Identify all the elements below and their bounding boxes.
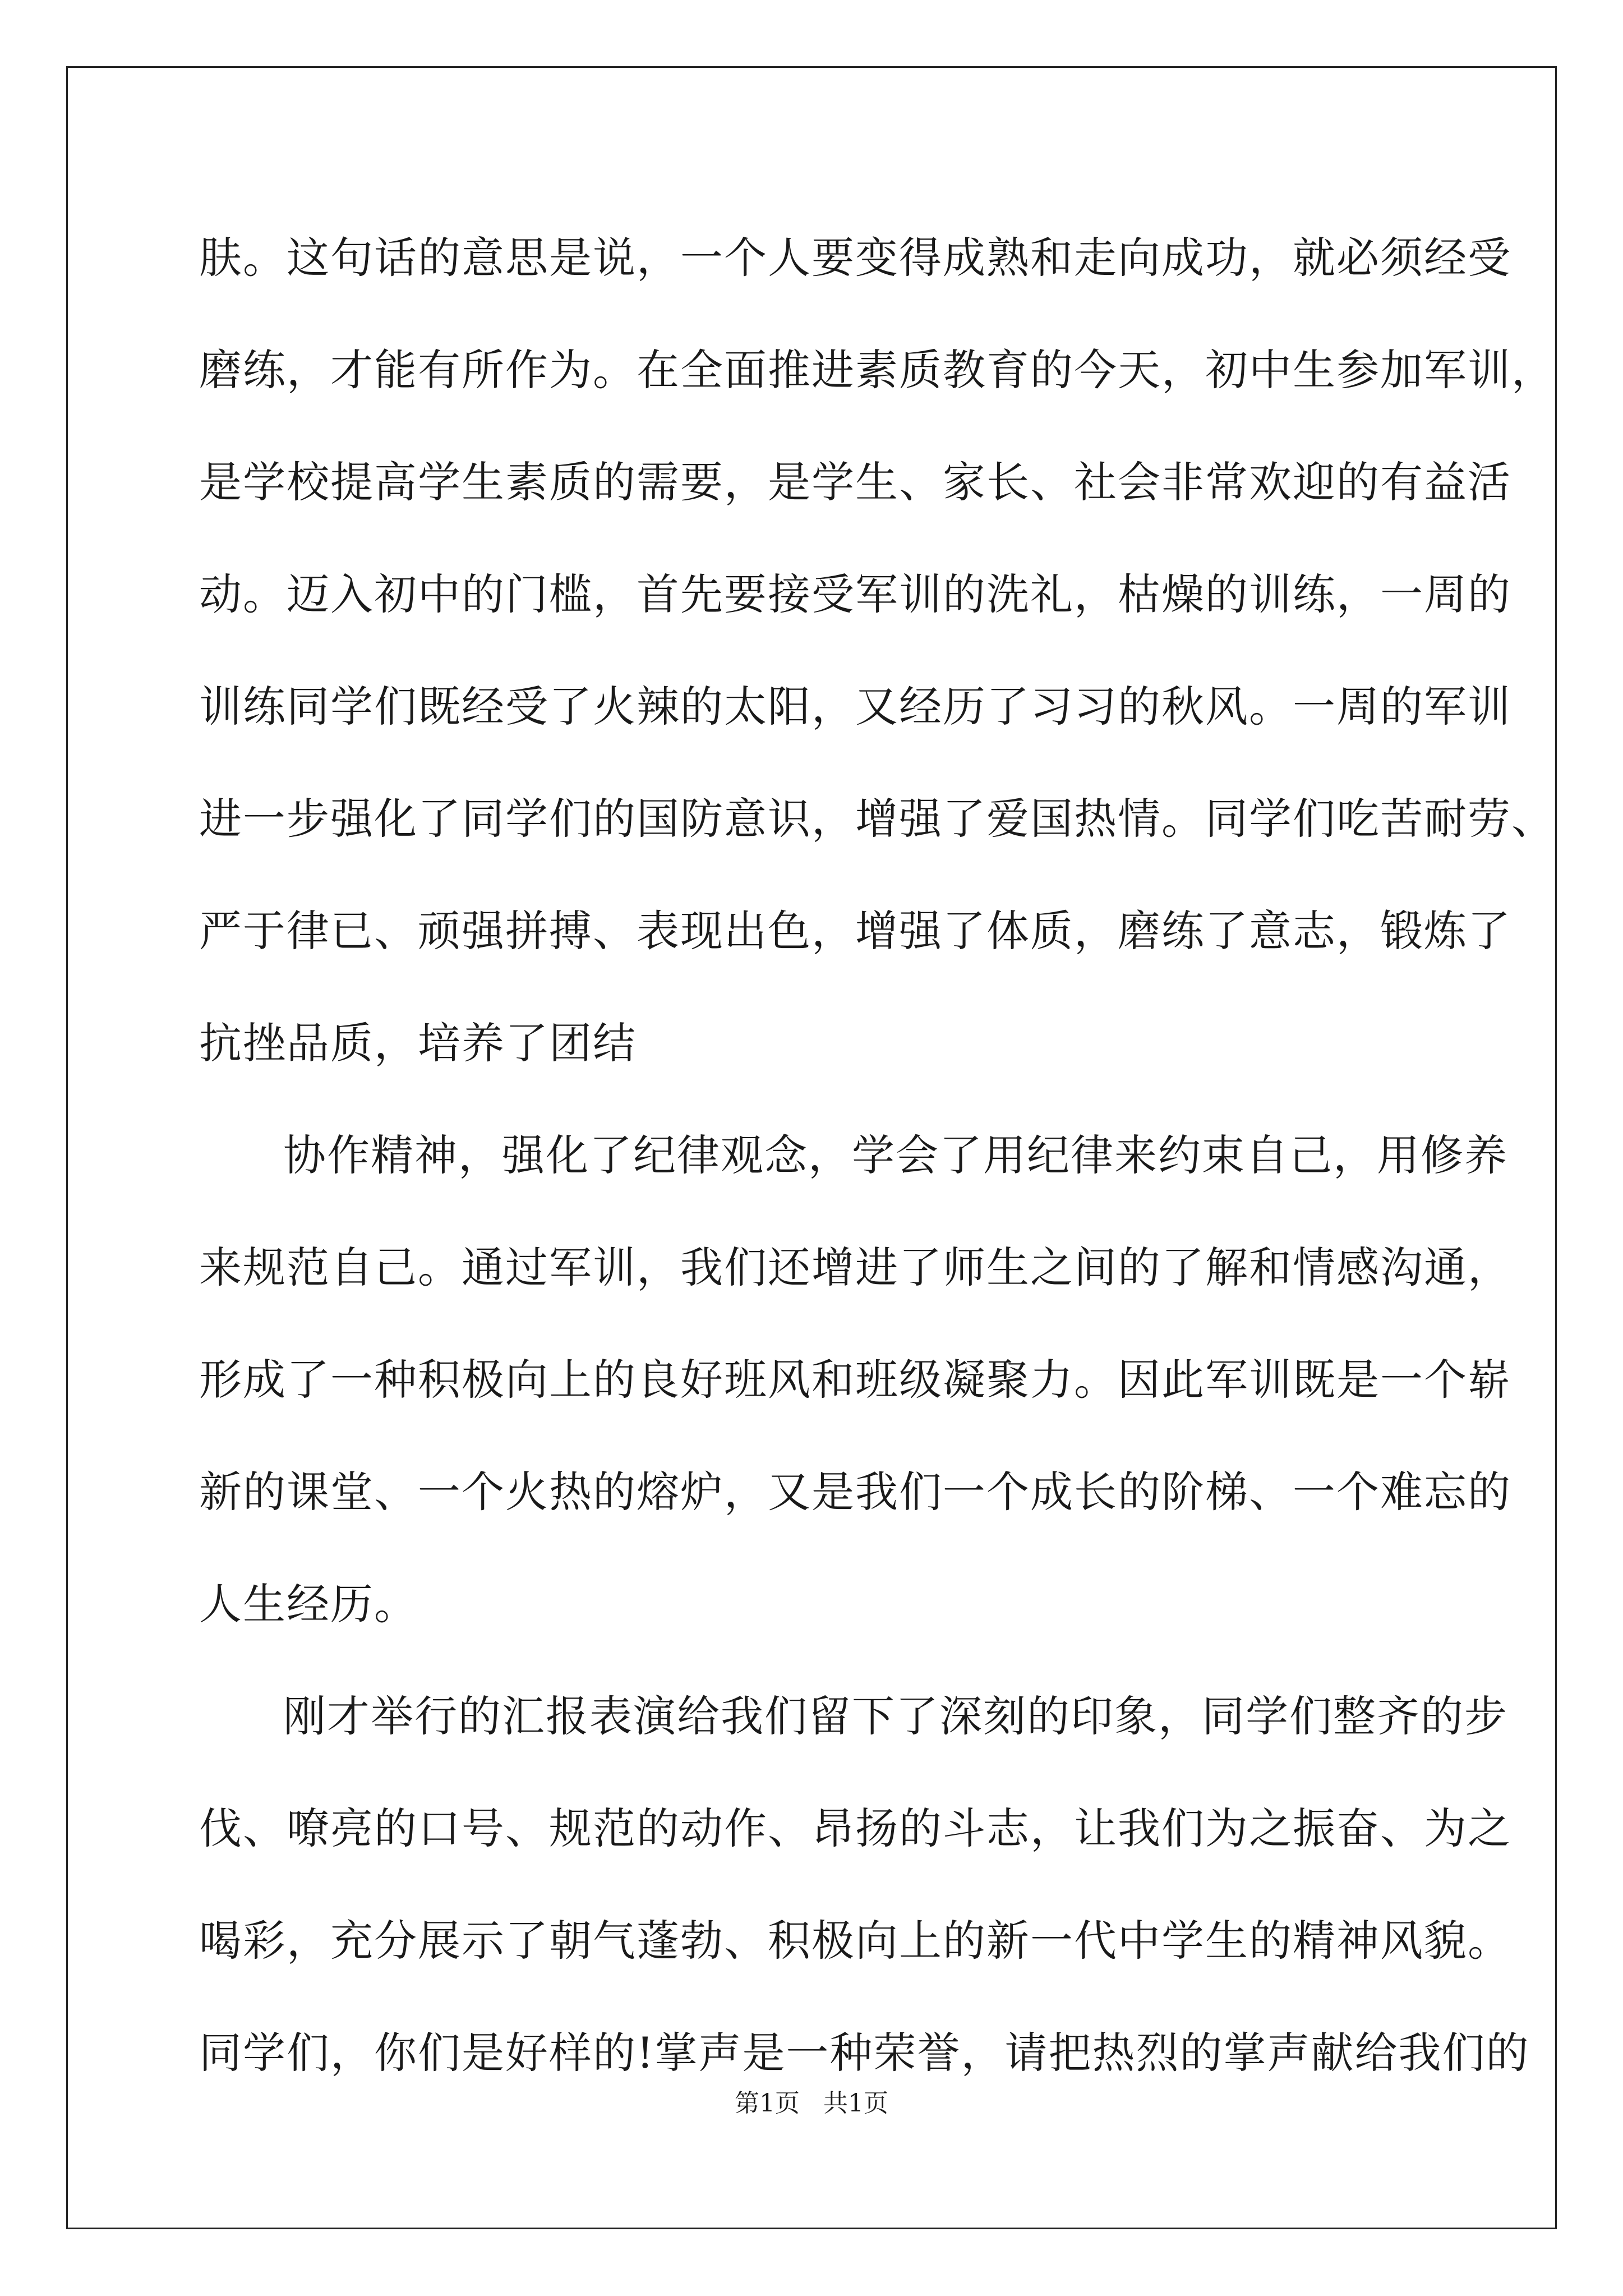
text-line: 严于律已、顽强拼搏、表现出色，增强了体质，磨练了意志，锻炼了 (199, 906, 1511, 956)
text-line: 来规范自己。通过军训，我们还增进了师生之间的了解和情感沟通， (199, 1243, 1511, 1292)
text-line: 人生经历。 (199, 1579, 418, 1629)
text-line: 抗挫品质，培养了团结 (199, 1018, 637, 1068)
text-line: 新的课堂、一个火热的熔炉，又是我们一个成长的阶梯、一个难忘的 (199, 1467, 1511, 1517)
text-line: 协作精神，强化了纪律观念，学会了用纪律来约束自己，用修养 (283, 1130, 1508, 1180)
text-line: 肤。这句话的意思是说，一个人要变得成熟和走向成功，就必须经受 (199, 233, 1511, 283)
text-line: 喝彩，充分展示了朝气蓬勃、积极向上的新一代中学生的精神风貌。 (199, 1916, 1511, 1966)
text-line: 进一步强化了同学们的国防意识，增强了爱国热情。同学们吃苦耐劳、 (199, 794, 1555, 844)
page-number-footer: 第1页 共1页 (735, 2089, 888, 2118)
text-line: 训练同学们既经受了火辣的太阳，又经历了习习的秋风。一周的军训 (199, 682, 1511, 731)
text-line: 是学校提高学生素质的需要，是学生、家长、社会非常欢迎的有益活 (199, 457, 1511, 507)
text-line: 刚才举行的汇报表演给我们留下了深刻的印象，同学们整齐的步 (283, 1691, 1508, 1741)
document-body (199, 202, 1555, 2109)
text-line: 形成了一种积极向上的良好班风和班级凝聚力。因此军训既是一个崭 (199, 1355, 1511, 1405)
text-line: 动。迈入初中的门槛，首先要接受军训的洗礼，枯燥的训练，一周的 (199, 569, 1511, 619)
text-line: 同学们，你们是好样的!掌声是一种荣誉，请把热烈的掌声献给我们的 (199, 2028, 1530, 2078)
text-line: 磨练，才能有所作为。在全面推进素质教育的今天，初中生参加军训， (199, 345, 1555, 395)
text-line: 伐、嘹亮的口号、规范的动作、昂扬的斗志，让我们为之振奋、为之 (199, 1803, 1511, 1853)
